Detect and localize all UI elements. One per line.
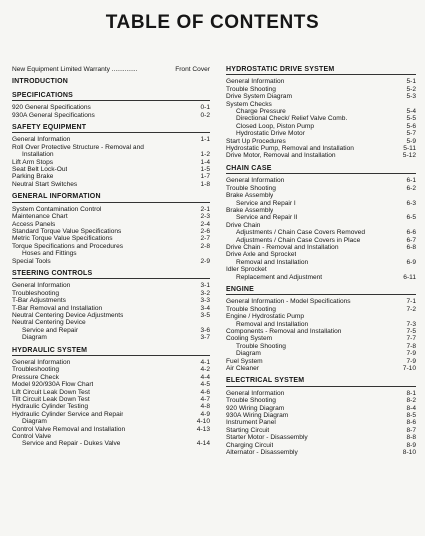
toc-entry bbox=[12, 319, 210, 326]
toc-entry-page: 8-5 bbox=[406, 412, 416, 420]
toc-entry-page: 3-5 bbox=[200, 311, 210, 319]
toc-entry-page: 4-8 bbox=[200, 403, 210, 411]
toc-entry-page: 6-5 bbox=[406, 214, 416, 222]
toc-entry-page: 5-12 bbox=[402, 152, 416, 160]
toc-entry-page: 1-7 bbox=[200, 173, 210, 181]
toc-entry-page: 7-1 bbox=[406, 298, 416, 306]
toc-entry-label: Trouble Shooting bbox=[236, 342, 286, 350]
toc-entry-label: Hydraulic Cylinder Service and Repair bbox=[12, 410, 124, 418]
toc-entry bbox=[226, 237, 416, 244]
toc-entry bbox=[226, 86, 416, 93]
toc-entry bbox=[12, 426, 210, 433]
toc-section-general-information bbox=[12, 193, 210, 265]
toc-entry-label: Drive System Diagram bbox=[226, 93, 292, 101]
toc-entry-label: 930A General Specifications bbox=[12, 111, 95, 119]
toc-entry-label: System Checks bbox=[226, 100, 272, 108]
toc-entry-page: 7-10 bbox=[402, 365, 416, 373]
toc-entry bbox=[12, 334, 210, 341]
toc-entry bbox=[12, 213, 210, 220]
toc-entry-label: Drive Chain bbox=[226, 221, 261, 229]
toc-entry bbox=[12, 403, 210, 410]
toc-entry-label: Engine / Hydrostatic Pump bbox=[226, 313, 305, 321]
toc-entry-page: 0-2 bbox=[200, 111, 210, 119]
toc-entry-label: Neutral Centering Device Adjustments bbox=[12, 311, 124, 319]
toc-entry bbox=[226, 335, 416, 342]
toc-entry bbox=[12, 359, 210, 366]
toc-entry bbox=[226, 298, 416, 305]
toc-entry-page: 3-2 bbox=[200, 289, 210, 297]
toc-entry-page: 1-5 bbox=[200, 166, 210, 174]
toc-entry-page: 4-1 bbox=[200, 359, 210, 366]
toc-entry bbox=[226, 192, 416, 199]
toc-entry bbox=[12, 221, 210, 228]
section-title: INTRODUCTION bbox=[12, 78, 69, 86]
toc-entry-label: Directional Check/ Relief Valve Comb. bbox=[236, 115, 348, 123]
toc-entry-label: T-Bar Removal and Installation bbox=[12, 304, 103, 312]
toc-entry-label: Special Tools bbox=[12, 257, 51, 265]
toc-entry-page: 8-4 bbox=[406, 404, 416, 412]
toc-entry-page: 4-4 bbox=[200, 373, 210, 381]
toc-entry bbox=[12, 389, 210, 396]
section-title: SPECIFICATIONS bbox=[12, 92, 210, 101]
toc-entry-page: 6-2 bbox=[406, 184, 416, 192]
section-title: CHAIN CASE bbox=[226, 165, 416, 174]
toc-entry bbox=[12, 206, 210, 213]
toc-entry-page: 6-8 bbox=[406, 243, 416, 251]
toc-entry bbox=[226, 108, 416, 115]
section-title: SAFETY EQUIPMENT bbox=[12, 124, 210, 133]
toc-section-hydraulic-system bbox=[12, 347, 210, 448]
toc-entry bbox=[12, 258, 210, 265]
toc-entry-label: Pressure Check bbox=[12, 373, 59, 381]
warranty-page: Front Cover bbox=[175, 66, 210, 73]
right-column bbox=[226, 66, 416, 462]
toc-entry-page: 3-4 bbox=[200, 304, 210, 312]
toc-entry-label: Model 920/930A Flow Chart bbox=[12, 381, 94, 389]
toc-entry-label: Trouble Shooting bbox=[226, 397, 276, 405]
toc-entry-page: 7-9 bbox=[406, 350, 416, 358]
toc-entry bbox=[226, 177, 416, 184]
toc-entry-page: 2-3 bbox=[200, 213, 210, 221]
toc-entry bbox=[226, 93, 416, 100]
toc-entry-label: Control Valve Removal and Installation bbox=[12, 425, 126, 433]
toc-entry bbox=[226, 419, 416, 426]
toc-entry-page: 4-6 bbox=[200, 388, 210, 396]
toc-entry-page: 5-5 bbox=[406, 115, 416, 123]
toc-entry bbox=[12, 104, 210, 111]
toc-entry-page: 8-10 bbox=[402, 449, 416, 457]
toc-entry-label: Trouble Shooting bbox=[226, 184, 276, 192]
toc-entry bbox=[226, 207, 416, 214]
toc-entry-label: Torque Specifications and Procedures bbox=[12, 242, 124, 250]
toc-entry bbox=[12, 418, 210, 425]
toc-entry-label: Cooling System bbox=[226, 335, 273, 343]
toc-entry bbox=[226, 397, 416, 404]
toc-entry bbox=[12, 297, 210, 304]
toc-entry-label: General Information bbox=[226, 177, 285, 185]
toc-entry bbox=[12, 312, 210, 319]
toc-entry-page: 7-8 bbox=[406, 342, 416, 350]
toc-entry-label: Brake Assembly bbox=[226, 206, 274, 214]
toc-entry bbox=[226, 328, 416, 335]
toc-entry bbox=[226, 274, 416, 281]
warranty-entry bbox=[12, 66, 210, 73]
toc-entry-label: Components - Removal and Installation bbox=[226, 328, 342, 335]
toc-entry bbox=[226, 200, 416, 207]
toc-entry-page: 5-7 bbox=[406, 130, 416, 138]
toc-entry-label: Installation bbox=[22, 151, 54, 159]
toc-entry bbox=[12, 282, 210, 289]
toc-entry-label: Neutral Centering Device bbox=[12, 319, 86, 327]
toc-entry-label: Service and Repair II bbox=[236, 214, 298, 222]
toc-section-safety-equipment bbox=[12, 124, 210, 188]
toc-entry-label: Air Cleaner bbox=[226, 365, 259, 373]
toc-entry-page: 6-1 bbox=[406, 177, 416, 185]
toc-entry-label: General Information - Model Specifications bbox=[226, 298, 351, 306]
toc-entry-label: Neutral Start Switches bbox=[12, 180, 78, 188]
toc-entry-page: 2-9 bbox=[200, 257, 210, 265]
toc-entry-label: Charge Pressure bbox=[236, 108, 286, 116]
toc-entry-label: Removal and Installation bbox=[236, 320, 309, 328]
left-sections bbox=[12, 78, 210, 447]
toc-entry bbox=[226, 306, 416, 313]
right-sections bbox=[226, 66, 416, 457]
toc-entry-label: Lift Circuit Leak Down Test bbox=[12, 388, 90, 396]
toc-entry bbox=[226, 350, 416, 357]
toc-entry bbox=[226, 251, 416, 258]
toc-section-specifications bbox=[12, 92, 210, 119]
toc-entry-page: 2-4 bbox=[200, 220, 210, 228]
toc-entry-page: 0-1 bbox=[200, 104, 210, 112]
toc-entry-page: 7-2 bbox=[406, 305, 416, 313]
toc-entry-page: 3-1 bbox=[200, 282, 210, 290]
toc-entry-page: 5-4 bbox=[406, 108, 416, 116]
toc-entry-page: 6-7 bbox=[406, 236, 416, 244]
toc-entry-page: 5-3 bbox=[406, 93, 416, 101]
toc-entry-label: Starter Motor - Disassembly bbox=[226, 434, 308, 442]
toc-entry-page: 1-1 bbox=[200, 136, 210, 144]
toc-entry-page: 5-1 bbox=[406, 78, 416, 86]
toc-entry bbox=[226, 266, 416, 273]
toc-entry bbox=[12, 381, 210, 388]
toc-entry-page: 6-3 bbox=[406, 199, 416, 207]
toc-entry-label: Access Panels bbox=[12, 220, 56, 228]
toc-entry-label: Hydraulic Cylinder Testing bbox=[12, 403, 89, 411]
toc-entry bbox=[12, 159, 210, 166]
toc-entry bbox=[226, 405, 416, 412]
toc-entry-page: 2-1 bbox=[200, 205, 210, 213]
toc-entry bbox=[226, 358, 416, 365]
toc-entry bbox=[12, 440, 210, 447]
toc-entry-page: 8-1 bbox=[406, 389, 416, 397]
toc-entry bbox=[12, 433, 210, 440]
toc-entry-label: Charging Circuit bbox=[226, 441, 274, 449]
toc-entry bbox=[226, 259, 416, 266]
toc-entry-label: General Information bbox=[12, 359, 71, 366]
toc-entry bbox=[12, 396, 210, 403]
toc-section-electrical-system bbox=[226, 377, 416, 456]
toc-entry bbox=[226, 130, 416, 137]
toc-entry bbox=[12, 151, 210, 158]
toc-entry-page: 3-6 bbox=[200, 326, 210, 334]
toc-section-engine bbox=[226, 286, 416, 372]
toc-entry-page: 1-2 bbox=[200, 151, 210, 159]
toc-entry-page: 5-11 bbox=[403, 145, 416, 153]
section-title: ENGINE bbox=[226, 286, 416, 295]
toc-entry-label: Adjustments / Chain Case Covers in Place bbox=[236, 236, 361, 244]
toc-entry bbox=[12, 136, 210, 143]
toc-entry-label: General Information bbox=[226, 78, 285, 86]
toc-entry-page: 4-10 bbox=[196, 418, 210, 426]
warranty-label: New Equipment Limited Warranty .............. bbox=[12, 66, 138, 73]
toc-entry-label: 930A Wiring Diagram bbox=[226, 412, 289, 420]
toc-entry bbox=[12, 144, 210, 151]
toc-entry bbox=[226, 365, 416, 372]
toc-entry bbox=[226, 115, 416, 122]
toc-entry-page: 5-6 bbox=[406, 122, 416, 130]
toc-entry-label: Control Valve bbox=[12, 433, 52, 441]
toc-entry bbox=[12, 166, 210, 173]
toc-entry bbox=[12, 366, 210, 373]
toc-entry-label: System Contamination Control bbox=[12, 205, 102, 213]
toc-entry-label: General Information bbox=[226, 389, 285, 397]
toc-entry-page: 2-6 bbox=[200, 227, 210, 235]
toc-entry-label: Drive Axle and Sprocket bbox=[226, 251, 297, 259]
toc-entry bbox=[12, 228, 210, 235]
toc-entry-label: General Information bbox=[12, 136, 71, 144]
page-title: TABLE OF CONTENTS bbox=[105, 12, 320, 33]
toc-entry bbox=[12, 173, 210, 180]
toc-entry-page: 3-7 bbox=[200, 334, 210, 342]
toc-entry-label: Seat Belt Lock-Out bbox=[12, 166, 68, 174]
section-title: HYDRAULIC SYSTEM bbox=[12, 347, 210, 356]
toc-entry-label: General Information bbox=[12, 282, 71, 290]
section-title: STEERING CONTROLS bbox=[12, 270, 210, 279]
section-title: HYDROSTATIC DRIVE SYSTEM bbox=[226, 66, 416, 75]
toc-entry-page: 2-8 bbox=[200, 242, 210, 250]
toc-entry-page: 4-9 bbox=[200, 410, 210, 418]
toc-entry-page: 2-7 bbox=[200, 235, 210, 243]
toc-entry bbox=[226, 313, 416, 320]
toc-entry bbox=[226, 449, 416, 456]
toc-entry bbox=[12, 374, 210, 381]
toc-entry-label: Alternator - Disassembly bbox=[226, 449, 298, 457]
toc-entry-label: Fuel System bbox=[226, 357, 263, 365]
toc-entry bbox=[12, 290, 210, 297]
toc-entry-page: 8-8 bbox=[406, 434, 416, 442]
toc-entry-label: 920 Wiring Diagram bbox=[226, 404, 285, 412]
toc-entry-label: T-Bar Adjustments bbox=[12, 297, 66, 305]
toc-entry-label: Standard Torque Value Specifications bbox=[12, 227, 122, 235]
toc-entry-label: Diagram bbox=[22, 334, 47, 342]
toc-entry-page: 7-7 bbox=[406, 335, 416, 343]
toc-entry-page: 4-13 bbox=[196, 425, 210, 433]
toc-entry bbox=[226, 343, 416, 350]
toc-entry-label: Roll Over Protective Structure - Removal and bbox=[12, 143, 144, 151]
toc-section-steering-controls bbox=[12, 270, 210, 342]
toc-entry-page: 6-11 bbox=[403, 273, 416, 281]
toc-entry-label: Maintenance Chart bbox=[12, 213, 68, 221]
toc-entry bbox=[226, 185, 416, 192]
toc-entry-label: Service and Repair - Dukes Valve bbox=[22, 440, 121, 448]
toc-entry bbox=[12, 327, 210, 334]
toc-entry-label: Removal and Installation bbox=[236, 258, 309, 266]
toc-entry-label: Metric Torque Value Specifications bbox=[12, 235, 113, 243]
toc-entry bbox=[226, 214, 416, 221]
toc-entry-label: Start Up Procedures bbox=[226, 137, 286, 145]
toc-entry bbox=[12, 305, 210, 312]
toc-section-chain-case bbox=[226, 165, 416, 281]
toc-entry-page: 7-3 bbox=[406, 320, 416, 328]
toc-entry-page: 4-14 bbox=[196, 440, 210, 448]
toc-entry-label: Instrument Panel bbox=[226, 419, 276, 427]
toc-entry-page: 8-7 bbox=[406, 426, 416, 434]
toc-entry-label: Drive Motor, Removal and Installation bbox=[226, 152, 336, 160]
left-column bbox=[12, 66, 210, 453]
toc-entry-page: 6-9 bbox=[406, 258, 416, 266]
toc-entry bbox=[226, 145, 416, 152]
toc-entry-label: Adjustments / Chain Case Covers Removed bbox=[236, 229, 365, 237]
toc-entry-page: 4-5 bbox=[200, 381, 210, 389]
toc-entry-page: 7-5 bbox=[406, 328, 416, 335]
toc-entry bbox=[226, 244, 416, 251]
toc-entry bbox=[226, 427, 416, 434]
toc-entry-page: 8-9 bbox=[406, 441, 416, 449]
toc-entry bbox=[226, 152, 416, 159]
toc-entry bbox=[226, 138, 416, 145]
section-title: GENERAL INFORMATION bbox=[12, 193, 210, 202]
toc-entry-label: Diagram bbox=[22, 418, 47, 426]
toc-entry bbox=[226, 321, 416, 328]
toc-entry-label: Drive Chain - Removal and Installation bbox=[226, 243, 339, 251]
toc-entry-label: Troubleshooting bbox=[12, 289, 60, 297]
toc-entry-page: 4-2 bbox=[200, 366, 210, 374]
toc-entry-label: Hydrostatic Drive Motor bbox=[236, 130, 305, 138]
toc-section-hydrostatic-drive-system bbox=[226, 66, 416, 160]
toc-entry-label: Trouble Shooting bbox=[226, 85, 276, 93]
toc-entry-page: 8-2 bbox=[406, 397, 416, 405]
toc-entry-label: Brake Assembly bbox=[226, 192, 274, 200]
toc-entry bbox=[226, 390, 416, 397]
toc-entry bbox=[226, 78, 416, 85]
toc-entry-label: Idler Sprocket bbox=[226, 266, 267, 274]
toc-entry bbox=[12, 112, 210, 119]
toc-entry-label: Lift Arm Stops bbox=[12, 158, 54, 166]
toc-entry-label: Trouble Shooting bbox=[226, 305, 276, 313]
toc-entry-label: 920 General Specifications bbox=[12, 104, 91, 112]
toc-entry-label: Tilt Circuit Leak Down Test bbox=[12, 396, 90, 404]
toc-entry bbox=[226, 412, 416, 419]
toc-entry bbox=[12, 181, 210, 188]
toc-entry-page: 1-4 bbox=[200, 158, 210, 166]
toc-entry-page: 5-2 bbox=[406, 85, 416, 93]
toc-entry-page: 8-6 bbox=[406, 419, 416, 427]
toc-entry bbox=[12, 250, 210, 257]
toc-entry-page: 5-9 bbox=[406, 137, 416, 145]
toc-entry bbox=[226, 101, 416, 108]
toc-entry-page: 7-9 bbox=[406, 357, 416, 365]
toc-entry-label: Replacement and Adjustment bbox=[236, 273, 323, 281]
section-title: ELECTRICAL SYSTEM bbox=[226, 377, 416, 386]
toc-entry-label: Diagram bbox=[236, 350, 261, 358]
toc-entry-label: Closed Loop, Piston Pump bbox=[236, 122, 315, 130]
toc-entry bbox=[12, 243, 210, 250]
toc-entry bbox=[226, 442, 416, 449]
toc-entry-page: 4-7 bbox=[200, 396, 210, 404]
toc-entry bbox=[12, 411, 210, 418]
toc-entry-label: Hydrostatic Pump, Removal and Installation bbox=[226, 145, 354, 153]
toc-entry bbox=[226, 229, 416, 236]
toc-entry-label: Parking Brake bbox=[12, 173, 54, 181]
toc-entry-page: 3-3 bbox=[200, 297, 210, 305]
toc-entry-label: Troubleshooting bbox=[12, 366, 60, 374]
toc-entry bbox=[226, 123, 416, 130]
toc-entry-label: Hoses and Fittings bbox=[22, 250, 77, 258]
toc-entry-page: 6-6 bbox=[406, 229, 416, 237]
toc-entry-page: 1-8 bbox=[200, 180, 210, 188]
toc-entry-label: Service and Repair bbox=[22, 326, 79, 334]
toc-entry bbox=[226, 222, 416, 229]
toc-entry-label: Starting Circuit bbox=[226, 426, 270, 434]
toc-entry-label: Service and Repair I bbox=[236, 199, 296, 207]
toc-entry bbox=[12, 235, 210, 242]
toc-section-introduction bbox=[12, 78, 210, 86]
toc-entry bbox=[226, 434, 416, 441]
